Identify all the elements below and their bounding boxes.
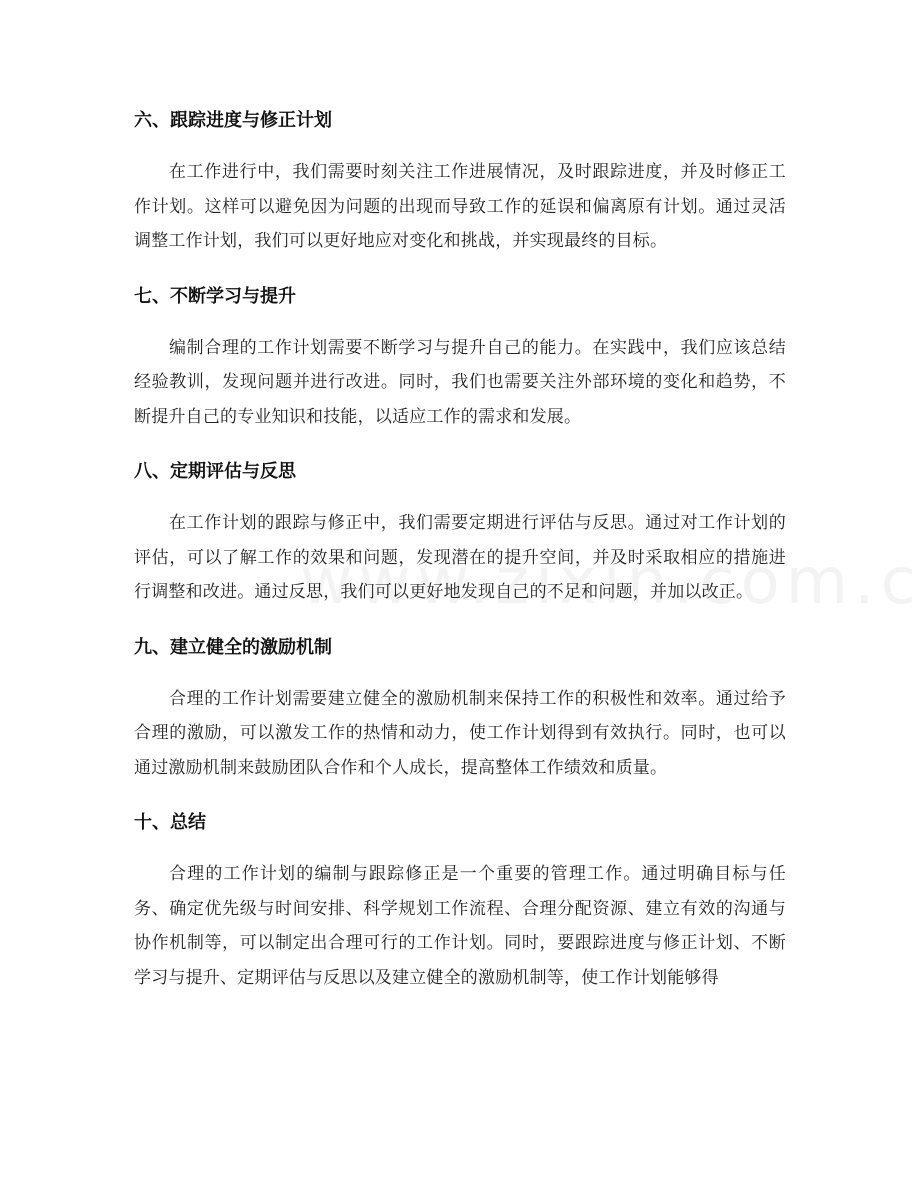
section-paragraph: 编制合理的工作计划需要不断学习与提升自己的能力。在实践中，我们应该总结经验教训，发现问题并进行改进。同时，我们也需要关注外部环境的变化和趋势，不断提升自己的专业知识和技能，以适应工作的需求和发展。 <box>134 337 786 427</box>
section-heading: 十、总结 <box>134 812 206 833</box>
document-body <box>134 105 786 995</box>
section-paragraph: 合理的工作计划的编制与跟踪修正是一个重要的管理工作。通过明确目标与任务、确定优先级与时间安排、科学规划工作流程、合理分配资源、建立有效的沟通与协作机制等，可以制定出合理可行的工作计划。同时，要跟踪进度与修正计划、不断学习与提升、定期评估与反思以及建立健全的激励机制等，使工作计划能够得 <box>134 864 786 988</box>
section-heading: 八、定期评估与反思 <box>134 461 296 482</box>
section-paragraph: 在工作进行中，我们需要时刻关注工作进展情况，及时跟踪进度，并及时修正工作计划。这样可以避免因为问题的出现而导致工作的延误和偏离原有计划。通过灵活调整工作计划，我们可以更好地应对变化和挑战，并实现最终的目标。 <box>134 162 786 251</box>
section-heading: 六、跟踪进度与修正计划 <box>134 110 332 131</box>
section-paragraph: 合理的工作计划需要建立健全的激励机制来保持工作的积极性和效率。通过给予合理的激励，可以激发工作的热情和动力，使工作计划得到有效执行。同时，也可以通过激励机制来鼓励团队合作和个人成长，提高整体工作绩效和质量。 <box>134 688 786 778</box>
section-8 <box>134 456 786 610</box>
section-heading: 九、建立健全的激励机制 <box>134 636 332 658</box>
section-heading: 七、不断学习与提升 <box>134 285 296 307</box>
section-7 <box>134 281 786 435</box>
section-paragraph: 在工作计划的跟踪与修正中，我们需要定期进行评估与反思。通过对工作计划的评估，可以了解工作的效果和问题，发现潜在的提升空间，并及时采取相应的措施进行调整和改进。通过反思，我们可以更好地发现自己的不足和问题，并加以改正。 <box>134 513 786 602</box>
section-10 <box>134 807 786 995</box>
section-6 <box>134 105 786 259</box>
section-9 <box>134 632 786 786</box>
